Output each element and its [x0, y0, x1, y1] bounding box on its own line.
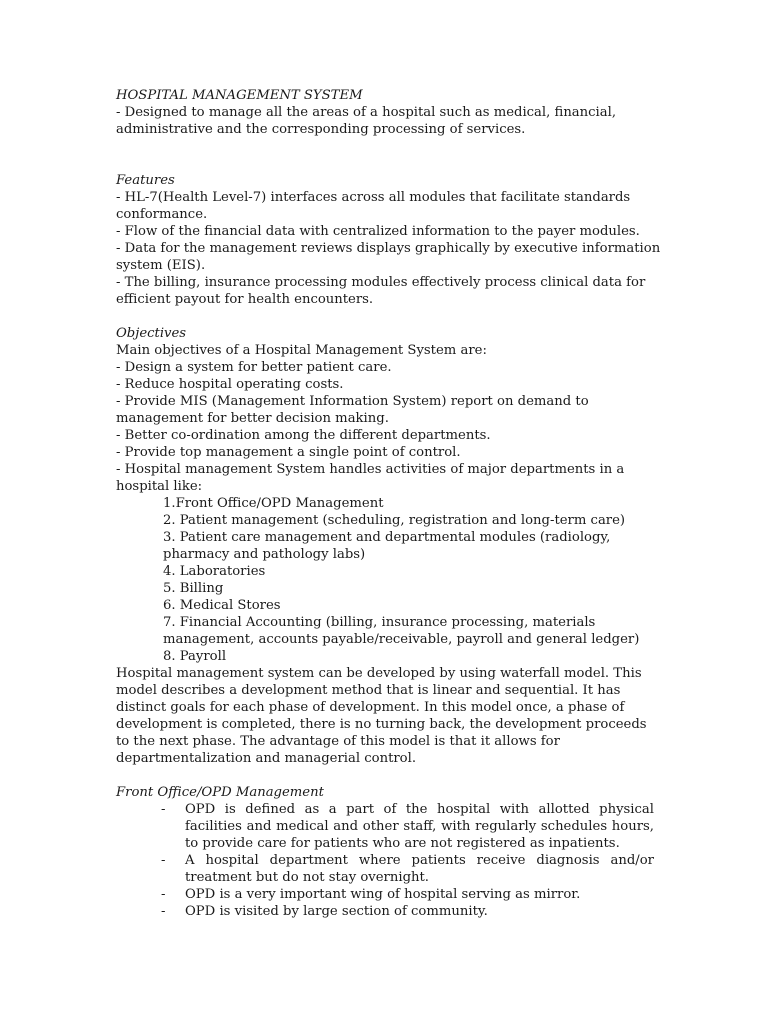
department-item: 5. Billing: [163, 581, 224, 596]
document-page: [116, 87, 661, 920]
objectives-line: hospital like:: [116, 479, 203, 494]
intro-line: administrative and the corresponding processing of services.: [116, 122, 526, 137]
opd-heading: Front Office/OPD Management: [116, 785, 324, 800]
objectives-line: - Provide MIS (Management Information System) report on demand to: [116, 394, 589, 409]
bullet-text: OPD is visited by large section of community.: [185, 904, 488, 919]
spacer: [116, 138, 654, 172]
features-heading: Features: [116, 173, 175, 188]
bullet-text: OPD is defined as a part of the hospital with allotted physical facilities and medical and other staff, with regularly schedules hours, to provide care for patients who are not registered as inpatients.: [185, 802, 654, 851]
opd-bullet-item: [116, 801, 654, 852]
waterfall-line: development is completed, there is no turning back, the development proceeds: [116, 717, 647, 732]
opd-bullet-item: [116, 886, 654, 903]
waterfall-line: Hospital management system can be developed by using waterfall model. This: [116, 666, 642, 681]
document-title: HOSPITAL MANAGEMENT SYSTEM: [116, 88, 363, 103]
bullet-dash: -: [161, 887, 166, 902]
department-item: 3. Patient care management and departmental modules (radiology,: [163, 530, 611, 545]
objectives-line: - Provide top management a single point of control.: [116, 445, 461, 460]
department-item: 4. Laboratories: [163, 564, 266, 579]
spacer: [116, 767, 654, 784]
bullet-text: OPD is a very important wing of hospital serving as mirror.: [185, 887, 581, 902]
objectives-line: - Hospital management System handles activities of major departments in a: [116, 462, 625, 477]
features-line: - Data for the management reviews displays graphically by executive information: [116, 241, 661, 256]
spacer: [116, 308, 654, 325]
opd-bullet-item: [116, 903, 654, 920]
department-item: management, accounts payable/receivable, payroll and general ledger): [163, 632, 640, 647]
waterfall-line: model describes a development method that is linear and sequential. It has: [116, 683, 621, 698]
bullet-text: A hospital department where patients receive diagnosis and/or treatment but do not stay overnight.: [185, 853, 654, 885]
features-line: conformance.: [116, 207, 208, 222]
department-item: 8. Payroll: [163, 649, 227, 664]
objectives-line: - Reduce hospital operating costs.: [116, 377, 344, 392]
department-item: 1.Front Office/OPD Management: [163, 496, 384, 511]
features-line: - HL-7(Health Level-7) interfaces across all modules that facilitate standards: [116, 190, 631, 205]
objectives-line: - Better co-ordination among the different departments.: [116, 428, 491, 443]
bullet-dash: -: [161, 802, 166, 817]
objectives-line: management for better decision making.: [116, 411, 389, 426]
features-line: - The billing, insurance processing modules effectively process clinical data for: [116, 275, 646, 290]
features-line: efficient payout for health encounters.: [116, 292, 374, 307]
waterfall-line: to the next phase. The advantage of this model is that it allows for: [116, 734, 560, 749]
features-line: system (EIS).: [116, 258, 206, 273]
departments-list: [116, 495, 654, 665]
waterfall-line: distinct goals for each phase of development. In this model once, a phase of: [116, 700, 625, 715]
waterfall-line: departmentalization and managerial control.: [116, 751, 417, 766]
objectives-line: - Design a system for better patient care.: [116, 360, 392, 375]
bullet-dash: -: [161, 904, 166, 919]
opd-bullet-list: [116, 801, 654, 920]
objectives-heading: Objectives: [116, 326, 187, 341]
intro-line: - Designed to manage all the areas of a hospital such as medical, financial,: [116, 105, 617, 120]
department-item: 6. Medical Stores: [163, 598, 281, 613]
opd-bullet-item: [116, 852, 654, 886]
objectives-line: Main objectives of a Hospital Management System are:: [116, 343, 487, 358]
department-item: pharmacy and pathology labs): [163, 547, 366, 562]
department-item: 2. Patient management (scheduling, registration and long-term care): [163, 513, 626, 528]
features-line: - Flow of the financial data with centralized information to the payer modules.: [116, 224, 640, 239]
department-item: 7. Financial Accounting (billing, insurance processing, materials: [163, 615, 596, 630]
bullet-dash: -: [161, 853, 166, 868]
